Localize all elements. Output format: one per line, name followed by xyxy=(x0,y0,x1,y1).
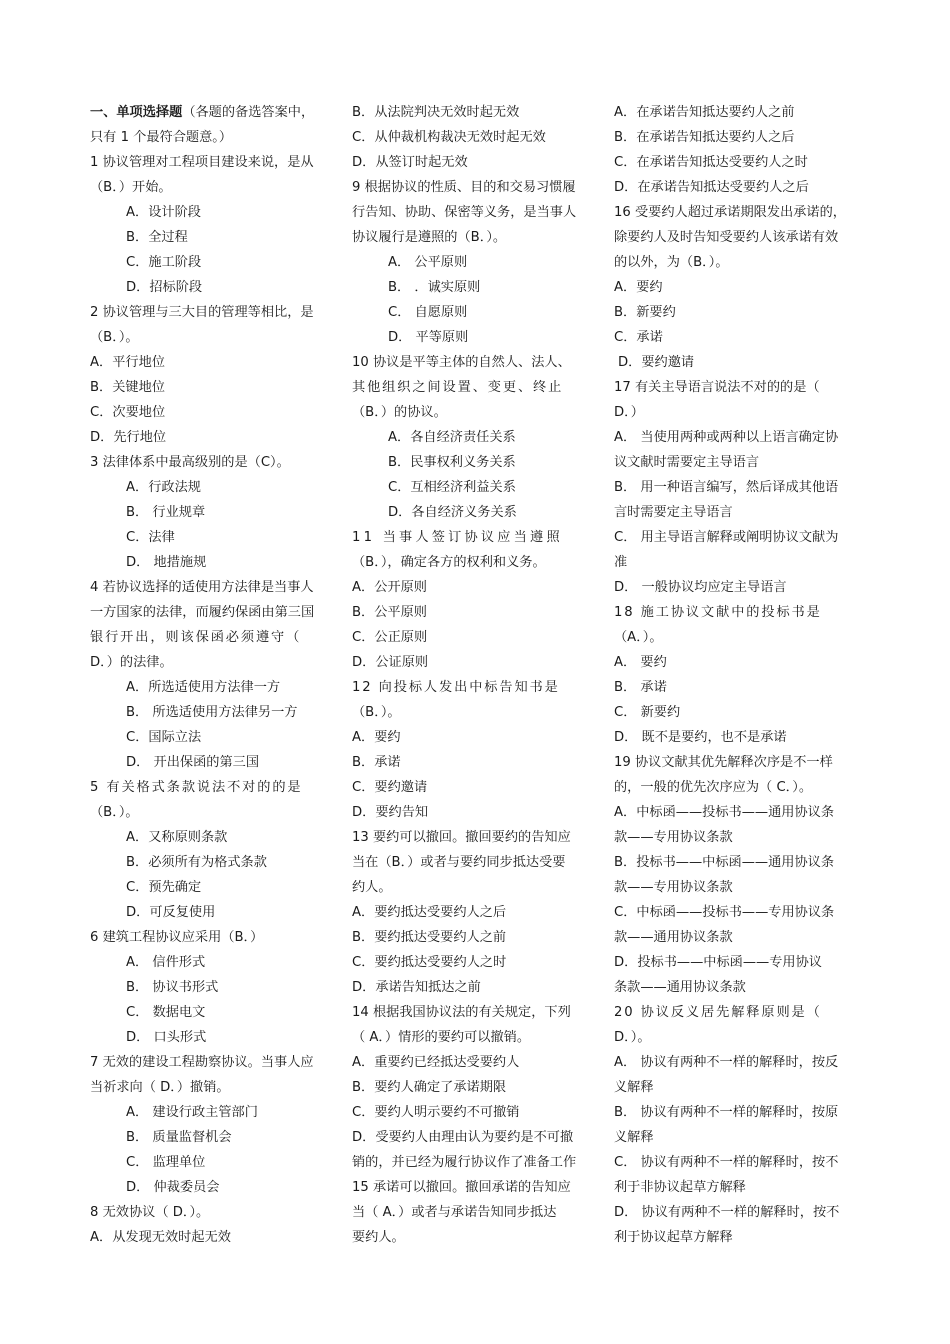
text-line xyxy=(90,1225,340,1250)
text-line xyxy=(90,150,340,175)
line-text: 除要约人及时告知受要约人该承诺有效 xyxy=(614,230,839,245)
text-line xyxy=(352,775,602,800)
line-text: D． 开出保函的第三国 xyxy=(126,755,260,770)
column-3 xyxy=(614,100,864,1250)
line-text: 言时需要定主导语言 xyxy=(614,505,733,520)
text-line xyxy=(614,625,864,650)
line-text: （B．）。 xyxy=(90,330,139,345)
line-text: 15 承诺可以撤回。撤回承诺的告知应 xyxy=(352,1180,571,1195)
line-text: D．）的法律。 xyxy=(90,655,173,670)
line-text: 18 施工协议文献中的投标书是 xyxy=(614,605,822,620)
text-line xyxy=(614,650,864,675)
text-line xyxy=(614,1225,864,1250)
line-text: 款——专用协议条款 xyxy=(614,880,733,895)
line-text: C．要约邀请 xyxy=(352,780,428,795)
line-text: 6 建筑工程协议应采用（B．） xyxy=(90,930,264,945)
text-line xyxy=(352,900,602,925)
line-text: C．预先确定 xyxy=(126,880,202,895)
text-line xyxy=(614,700,864,725)
line-text: 19 协议文献其优先解释次序是不一样 xyxy=(614,755,833,770)
line-text: C．法律 xyxy=(126,530,175,545)
text-line xyxy=(352,600,602,625)
text-line xyxy=(90,650,340,675)
text-line xyxy=(352,1100,602,1125)
line-text: 当（ A．）或者与承诺告知同步抵达 xyxy=(352,1205,557,1220)
line-text: 13 要约可以撤回。撤回要约的告知应 xyxy=(352,830,571,845)
text-line xyxy=(352,175,602,200)
line-text: 当在（B．）或者与要约同步抵达受要 xyxy=(352,855,566,870)
text-line xyxy=(352,800,602,825)
text-line xyxy=(614,600,864,625)
line-text: 义解释 xyxy=(614,1080,654,1095)
text-line xyxy=(614,250,864,275)
line-text: A． 信件形式 xyxy=(126,955,206,970)
line-text: 4 若协议选择的适使用方法律是当事人 xyxy=(90,580,314,595)
line-text: A．又称原则条款 xyxy=(126,830,228,845)
text-line xyxy=(614,225,864,250)
line-text: C．公正原则 xyxy=(352,630,428,645)
text-line xyxy=(614,975,864,1000)
text-line xyxy=(614,150,864,175)
line-text: B． 承诺 xyxy=(614,680,667,695)
text-line xyxy=(90,500,340,525)
line-text: A．行政法规 xyxy=(126,480,201,495)
text-line xyxy=(352,1225,602,1250)
line-text: 12 向投标人发出中标告知书是 xyxy=(352,680,560,695)
text-line xyxy=(614,1000,864,1025)
text-line xyxy=(614,450,864,475)
line-text: 要约人。 xyxy=(352,1230,405,1245)
text-line xyxy=(90,625,340,650)
line-text: 销的，并已经为履行协议作了准备工作 xyxy=(352,1155,577,1170)
line-text: D．公证原则 xyxy=(352,655,429,670)
text-line xyxy=(352,550,602,575)
text-line xyxy=(614,400,864,425)
line-text: 8 无效协议（ D．）。 xyxy=(90,1205,210,1220)
text-line xyxy=(90,1000,340,1025)
text-line xyxy=(614,325,864,350)
line-text: C．承诺 xyxy=(614,330,663,345)
line-text: 5 有关格式条款说法不对的的是 xyxy=(90,780,303,795)
text-line xyxy=(352,525,602,550)
line-text: （B．）。 xyxy=(352,705,401,720)
text-line xyxy=(614,850,864,875)
text-line xyxy=(90,250,340,275)
line-text: D．各自经济义务关系 xyxy=(388,505,517,520)
text-line xyxy=(614,375,864,400)
text-line xyxy=(90,675,340,700)
text-line xyxy=(90,1025,340,1050)
text-line xyxy=(614,525,864,550)
line-text: A．要约 xyxy=(614,280,663,295)
line-text: D． 仲裁委员会 xyxy=(126,1180,220,1195)
text-line xyxy=(352,625,602,650)
line-text: 10 协议是平等主体的自然人、法人、 xyxy=(352,355,571,370)
line-text: D．招标阶段 xyxy=(126,280,203,295)
line-text: （B．）开始。 xyxy=(90,180,172,195)
text-line xyxy=(352,850,602,875)
line-text: D．受要约人由理由认为要约是不可撤 xyxy=(352,1130,574,1145)
text-line xyxy=(352,475,602,500)
line-text: B．投标书——中标函——通用协议条 xyxy=(614,855,835,870)
text-line xyxy=(614,500,864,525)
text-line xyxy=(90,275,340,300)
line-text: B．全过程 xyxy=(126,230,188,245)
line-text: B．要约抵达受要约人之前 xyxy=(352,930,507,945)
line-text: 行告知、协助、保密等义务，是当事人 xyxy=(352,205,577,220)
text-line xyxy=(614,200,864,225)
text-line xyxy=(90,1150,340,1175)
line-text: C．要约人明示要约不可撤销 xyxy=(352,1105,520,1120)
line-text: 准 xyxy=(614,555,628,570)
text-line xyxy=(90,100,340,125)
line-text: D．从签订时起无效 xyxy=(352,155,468,170)
line-text: 银行开出，则该保函必须遵守（ xyxy=(90,630,302,645)
text-line xyxy=(90,375,340,400)
text-line xyxy=(90,1050,340,1075)
line-text: 11 当事人签订协议应当遵照 xyxy=(352,530,563,545)
text-line xyxy=(352,700,602,725)
line-text: 议文献时需要定主导语言 xyxy=(614,455,760,470)
text-line xyxy=(614,1050,864,1075)
line-text: A．要约抵达受要约人之后 xyxy=(352,905,507,920)
text-line xyxy=(352,450,602,475)
line-text: B．新要约 xyxy=(614,305,676,320)
text-line xyxy=(90,725,340,750)
text-line xyxy=(614,575,864,600)
text-line xyxy=(90,875,340,900)
text-line xyxy=(352,725,602,750)
text-line xyxy=(90,300,340,325)
text-line xyxy=(352,925,602,950)
text-line xyxy=(614,275,864,300)
text-line xyxy=(352,1075,602,1100)
line-text: 20 协议反义居先解释原则是（ xyxy=(614,1005,822,1020)
text-line xyxy=(614,875,864,900)
text-line xyxy=(352,1125,602,1150)
line-text: D．）。 xyxy=(614,1030,651,1045)
text-line xyxy=(352,200,602,225)
line-text: 9 根据协议的性质、目的和交易习惯履 xyxy=(352,180,576,195)
text-line xyxy=(614,350,864,375)
line-text: B． 所选适使用方法律另一方 xyxy=(126,705,298,720)
text-line xyxy=(614,1150,864,1175)
text-line xyxy=(90,850,340,875)
text-line xyxy=(614,1175,864,1200)
line-text: （ A．）情形的要约可以撤销。 xyxy=(352,1030,531,1045)
line-text: 约人。 xyxy=(352,880,392,895)
line-text: B．在承诺告知抵达要约人之后 xyxy=(614,130,795,145)
text-line xyxy=(352,975,602,1000)
line-text: 利于非协议起草方解释 xyxy=(614,1180,746,1195)
line-text: D．在承诺告知抵达受要约人之后 xyxy=(614,180,809,195)
text-line xyxy=(352,425,602,450)
text-line xyxy=(352,875,602,900)
line-text: B．要约人确定了承诺期限 xyxy=(352,1080,507,1095)
line-text: B．必须所有为格式条款 xyxy=(126,855,267,870)
line-text: 协议履行是遵照的（B．）。 xyxy=(352,230,507,245)
line-text: 利于协议起草方解释 xyxy=(614,1230,733,1245)
text-line xyxy=(90,175,340,200)
text-line xyxy=(614,175,864,200)
line-text: 义解释 xyxy=(614,1130,654,1145)
text-line xyxy=(352,675,602,700)
text-line xyxy=(352,1050,602,1075)
text-line xyxy=(614,1200,864,1225)
line-text: 一方国家的法律，而履约保函由第三国 xyxy=(90,605,315,620)
line-text: 14 根据我国协议法的有关规定，下列 xyxy=(352,1005,571,1020)
text-line xyxy=(90,400,340,425)
line-text: C． 用主导语言解释或阐明协议文献为 xyxy=(614,530,839,545)
line-text: A．平行地位 xyxy=(90,355,165,370)
text-line xyxy=(90,425,340,450)
text-line xyxy=(614,675,864,700)
line-text: C．国际立法 xyxy=(126,730,202,745)
text-line xyxy=(90,1125,340,1150)
line-text: 7 无效的建设工程勘察协议。当事人应 xyxy=(90,1055,314,1070)
text-line xyxy=(352,150,602,175)
line-text: B． 质量监督机会 xyxy=(126,1130,232,1145)
text-line xyxy=(352,1175,602,1200)
text-line xyxy=(614,125,864,150)
line-text: 1 协议管理对工程项目建设来说，是从 xyxy=(90,155,314,170)
line-text: 只有 1 个最符合题意。） xyxy=(90,130,233,145)
line-text: 的，一般的优先次序应为（ C．）。 xyxy=(614,780,813,795)
text-line xyxy=(90,925,340,950)
line-text: 当祈求向（ D．）撤销。 xyxy=(90,1080,230,1095)
line-text: （B．）的协议。 xyxy=(352,405,447,420)
line-text: 其他组织之间设置、变更、终止 xyxy=(352,380,564,395)
line-text: （B．），确定各方的权利和义务。 xyxy=(352,555,546,570)
text-line xyxy=(352,575,602,600)
text-line xyxy=(90,1100,340,1125)
line-text: A． 公平原则 xyxy=(388,255,468,270)
line-text: D．承诺告知抵达之前 xyxy=(352,980,481,995)
line-text: D．要约告知 xyxy=(352,805,429,820)
text-line xyxy=(90,200,340,225)
line-text: A． 建设行政主管部门 xyxy=(126,1105,258,1120)
line-text: 条款——通用协议条款 xyxy=(614,980,746,995)
text-line xyxy=(614,800,864,825)
line-text: A． 当使用两种或两种以上语言确定协 xyxy=(614,430,839,445)
text-line xyxy=(352,500,602,525)
line-text: （各题的备选答案中， xyxy=(182,105,315,120)
text-line xyxy=(352,825,602,850)
text-line xyxy=(614,725,864,750)
text-line xyxy=(90,700,340,725)
line-text: 的以外，为（B．）。 xyxy=(614,255,729,270)
text-line xyxy=(90,900,340,925)
text-line xyxy=(90,600,340,625)
line-text: C．从仲裁机构裁决无效时起无效 xyxy=(352,130,546,145)
line-text: D． 一般协议均应定主导语言 xyxy=(614,580,787,595)
line-text: 款——通用协议条款 xyxy=(614,930,733,945)
line-text: 2 协议管理与三大目的管理等相比，是 xyxy=(90,305,314,320)
text-line xyxy=(614,100,864,125)
text-line xyxy=(352,1200,602,1225)
text-line xyxy=(90,350,340,375)
line-text: B． ．诚实原则 xyxy=(388,280,481,295)
line-text: A． 协议有两种不一样的解释时，按反 xyxy=(614,1055,839,1070)
column-2 xyxy=(352,100,602,1250)
text-line xyxy=(90,775,340,800)
line-text: A．所选适使用方法律一方 xyxy=(126,680,281,695)
line-text: A．重要约已经抵达受要约人 xyxy=(352,1055,520,1070)
text-line xyxy=(614,900,864,925)
text-line xyxy=(352,950,602,975)
line-text: C． 监理单位 xyxy=(126,1155,206,1170)
text-line xyxy=(614,550,864,575)
line-text: C． 协议有两种不一样的解释时，按不 xyxy=(614,1155,839,1170)
text-line xyxy=(614,775,864,800)
line-text: B．承诺 xyxy=(352,755,401,770)
text-line xyxy=(352,1000,602,1025)
text-line xyxy=(614,425,864,450)
line-text: 款——专用协议条款 xyxy=(614,830,733,845)
line-text: B． 协议书形式 xyxy=(126,980,219,995)
text-line xyxy=(352,125,602,150)
line-text: A．中标函——投标书——通用协议条 xyxy=(614,805,835,820)
line-text: B．民事权利义务关系 xyxy=(388,455,516,470)
text-line xyxy=(614,750,864,775)
line-text: C． 自愿原则 xyxy=(388,305,468,320)
line-text: B．公平原则 xyxy=(352,605,427,620)
line-text: D． 地措施规 xyxy=(126,555,207,570)
column-1 xyxy=(90,100,340,1250)
text-line xyxy=(614,1100,864,1125)
text-line xyxy=(352,400,602,425)
line-text: （A．）。 xyxy=(614,630,663,645)
line-text: A．从发现无效时起无效 xyxy=(90,1230,231,1245)
text-line xyxy=(90,825,340,850)
text-line xyxy=(614,475,864,500)
line-text: D． 平等原则 xyxy=(388,330,469,345)
line-text: B．从法院判决无效时起无效 xyxy=(352,105,520,120)
line-text: 16 受要约人超过承诺期限发出承诺的， xyxy=(614,205,846,220)
line-text: D． 协议有两种不一样的解释时，按不 xyxy=(614,1205,840,1220)
section-heading: 一、单项选择题 xyxy=(90,105,183,120)
text-line xyxy=(614,300,864,325)
text-line xyxy=(90,225,340,250)
line-text: D．） xyxy=(614,405,644,420)
line-text: D．投标书——中标函——专用协议 xyxy=(614,955,822,970)
text-line xyxy=(352,325,602,350)
text-line xyxy=(90,325,340,350)
text-line xyxy=(614,925,864,950)
line-text: C．要约抵达受要约人之时 xyxy=(352,955,507,970)
text-line xyxy=(614,1125,864,1150)
text-line xyxy=(90,125,340,150)
text-line xyxy=(90,975,340,1000)
line-text: （B．）。 xyxy=(90,805,139,820)
line-text: C．施工阶段 xyxy=(126,255,202,270)
line-text: 3 法律体系中最高级别的是（C）。 xyxy=(90,455,290,470)
line-text: D．可反复使用 xyxy=(126,905,216,920)
line-text: B．关键地位 xyxy=(90,380,165,395)
line-text: B． 行业规章 xyxy=(126,505,206,520)
text-line xyxy=(352,100,602,125)
text-line xyxy=(90,750,340,775)
line-text: C． 数据电文 xyxy=(126,1005,206,1020)
line-text: A．各自经济责任关系 xyxy=(388,430,516,445)
line-text: C．互相经济利益关系 xyxy=(388,480,516,495)
line-text: A．公开原则 xyxy=(352,580,427,595)
line-text: C． 新要约 xyxy=(614,705,681,720)
line-text: B． 用一种语言编写，然后译成其他语 xyxy=(614,480,839,495)
text-line xyxy=(90,1200,340,1225)
line-text: 17 有关主导语言说法不对的的是（ xyxy=(614,380,820,395)
text-line xyxy=(90,575,340,600)
text-line xyxy=(352,650,602,675)
line-text: C．在承诺告知抵达受要约人之时 xyxy=(614,155,808,170)
text-line xyxy=(90,475,340,500)
text-line xyxy=(352,225,602,250)
text-line xyxy=(352,375,602,400)
text-line xyxy=(90,525,340,550)
text-line xyxy=(90,800,340,825)
line-text: C．中标函——投标书——专用协议条 xyxy=(614,905,835,920)
line-text: A．要约 xyxy=(352,730,401,745)
text-line xyxy=(352,750,602,775)
text-line xyxy=(90,950,340,975)
line-text: D．要约邀请 xyxy=(618,355,695,370)
line-text: A．设计阶段 xyxy=(126,205,201,220)
text-line xyxy=(352,1025,602,1050)
text-line xyxy=(614,1025,864,1050)
text-line xyxy=(90,1075,340,1100)
line-text: A． 要约 xyxy=(614,655,667,670)
text-line xyxy=(90,450,340,475)
line-text: A．在承诺告知抵达要约人之前 xyxy=(614,105,795,120)
text-line xyxy=(614,1075,864,1100)
text-line xyxy=(614,825,864,850)
text-line xyxy=(352,1150,602,1175)
line-text: D．先行地位 xyxy=(90,430,167,445)
text-line xyxy=(352,350,602,375)
text-line xyxy=(90,550,340,575)
line-text: C．次要地位 xyxy=(90,405,166,420)
text-line xyxy=(352,275,602,300)
text-line xyxy=(614,950,864,975)
text-line xyxy=(90,1175,340,1200)
text-line xyxy=(352,300,602,325)
line-text: D． 口头形式 xyxy=(126,1030,207,1045)
text-line xyxy=(352,250,602,275)
line-text: B． 协议有两种不一样的解释时，按原 xyxy=(614,1105,839,1120)
line-text: D． 既不是要约，也不是承诺 xyxy=(614,730,787,745)
